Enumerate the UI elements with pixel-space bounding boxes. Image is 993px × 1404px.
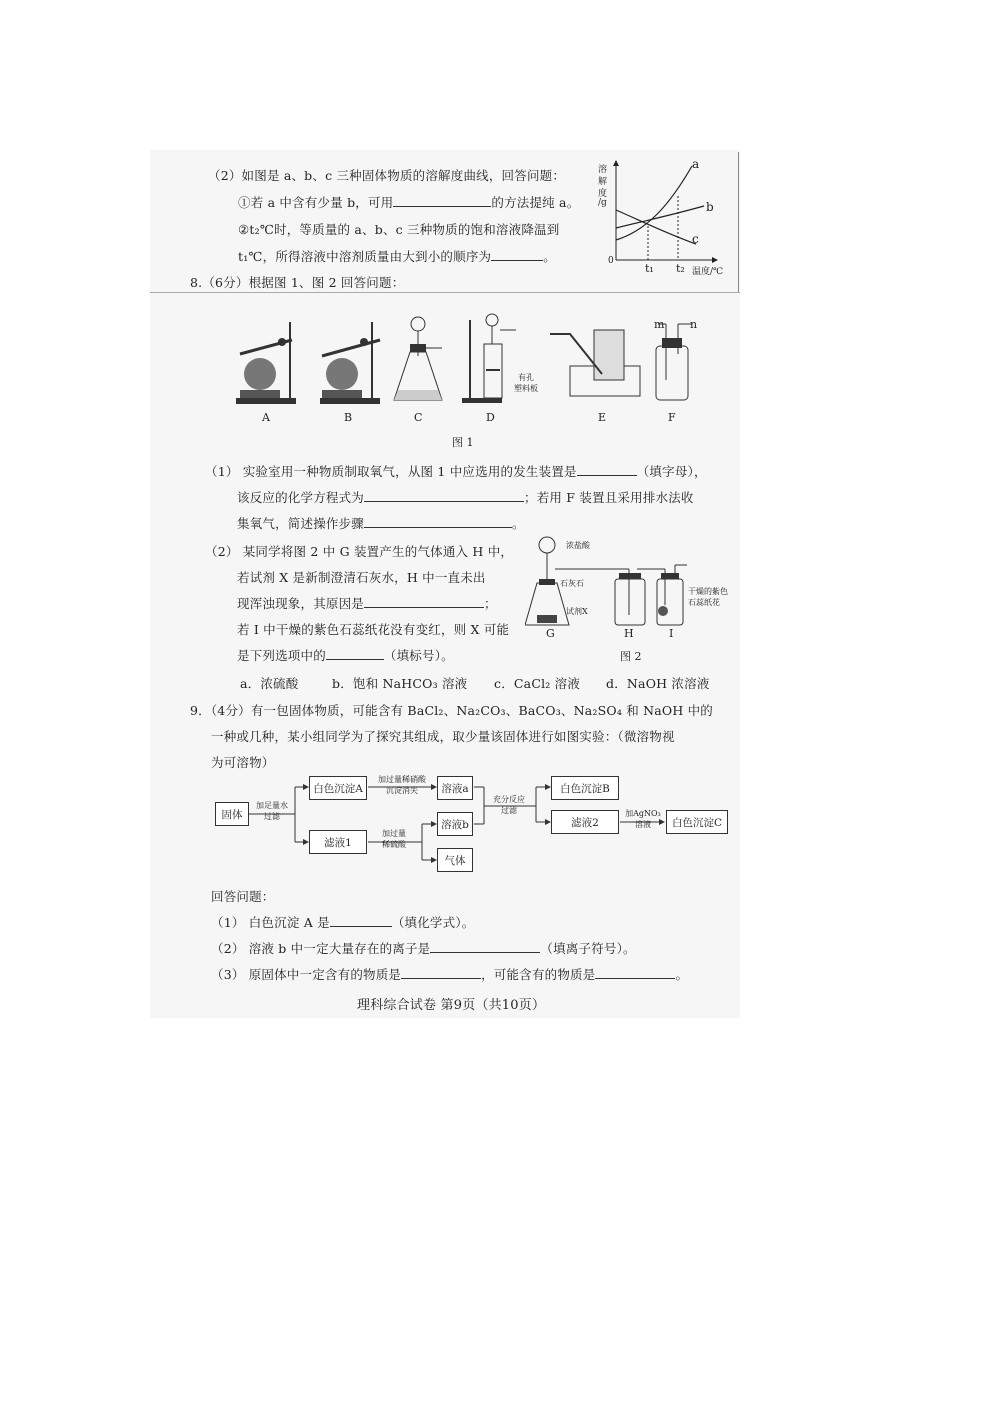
fig1-label-B: B	[344, 411, 353, 424]
graph-ylabel-3: 度	[598, 189, 608, 199]
graph-origin: 0	[608, 256, 614, 266]
flow-gas-box: 气体	[437, 848, 473, 872]
q7-part1: ①若 a 中含有少量 b，可用 的方法提纯 a。	[238, 195, 580, 210]
graph-xlabel: 温度/℃	[692, 267, 724, 277]
fig2-label-I: I	[669, 627, 674, 640]
answer-blank[interactable]	[364, 595, 484, 608]
q8-part1-line1: （1） 实验室用一种物质制取氧气，从图 1 中应选用的发生装置是 （填字母），	[205, 464, 707, 479]
curve-b-label: b	[706, 200, 714, 214]
flow-step4-note: 充分反应 过滤	[493, 795, 525, 815]
fig2-reagent-label: 试剂X	[566, 607, 588, 616]
fig2-label-G: G	[546, 627, 555, 640]
graph-axes-and-curves	[608, 160, 718, 270]
answer-blank[interactable]	[364, 515, 512, 528]
fig1-label-E: E	[598, 411, 607, 424]
graph-ylabel-2: 解	[598, 177, 608, 187]
fig2-paper-label: 干燥的紫色 石蕊纸花	[688, 587, 728, 607]
option-b: b．饱和 NaHCO₃ 溶液	[332, 676, 468, 691]
q9-answer-intro: 回答问题：	[211, 889, 275, 904]
answer-blank[interactable]	[364, 489, 524, 502]
option-c: c．CaCl₂ 溶液	[494, 676, 581, 691]
perforated-plate-note: 有孔 塑料板	[514, 373, 538, 393]
q9-title-line1: 9．（4分）有一包固体物质，可能含有 BaCl₂、Na₂CO₃、BaCO₃、Na₂SO₄ 和 NaOH 中的	[190, 703, 714, 718]
option-d: d．NaOH 浓溶液	[606, 676, 710, 691]
q7-intro: （2）如图是 a、b、c 三种固体物质的溶解度曲线，回答问题：	[208, 168, 566, 183]
fig2-label-H: H	[624, 627, 634, 640]
flow-filtrate2-box: 滤液2	[551, 810, 619, 834]
q7-part2-line1: ②t₂℃时，等质量的 a、b、c 三种物质的饱和溶液降温到	[238, 222, 560, 237]
q8-title: 8.（6分）根据图 1、图 2 回答问题：	[190, 275, 405, 290]
fig1-caption: 图 1	[452, 436, 474, 449]
q7-part2-line2: t₁℃，所得溶液中溶剂质量由大到小的顺序为 。	[238, 249, 556, 264]
fig1-label-D: D	[486, 411, 495, 424]
answer-blank[interactable]	[330, 914, 392, 927]
graph-ylabel-1: 溶	[598, 165, 608, 175]
q8-part2-line4: 若 I 中干燥的紫色石蕊纸花没有变红，则 X 可能	[237, 622, 510, 637]
flow-solid-box: 固体	[215, 802, 249, 826]
q9-part3: （3） 原固体中一定含有的物质是 ，可能含有的物质是 。	[211, 967, 689, 982]
fig2-limestone-label: 石灰石	[560, 579, 584, 588]
fig1-label-F: F	[668, 411, 676, 424]
q9-title-line2: 一种或几种，某小组同学为了探究其组成，取少量该固体进行如图实验：（微溶物视	[211, 729, 675, 744]
q8-part1-line2: 该反应的化学方程式为 ；若用 F 装置且采用排水法收	[237, 490, 694, 505]
flow-step5-note: 加AgNO₃ 溶液	[625, 809, 661, 829]
fig2-acid-label: 浓盐酸	[566, 541, 590, 550]
q8-part2-line3: 现浑浊现象，其原因是 ；	[237, 596, 497, 611]
flow-step2-note: 加过量稀硝酸 沉淀消失	[378, 775, 426, 795]
flow-sol-b-box: 溶液b	[437, 812, 473, 836]
flow-step3-note: 加过量 稀硫酸	[382, 829, 406, 849]
option-a: a．浓硫酸	[240, 676, 299, 691]
flow-sol-a-box: 溶液a	[437, 776, 473, 800]
graph-t2-label: t₂	[676, 262, 685, 275]
port-n-label: n	[690, 318, 698, 331]
port-m-label: m	[654, 318, 665, 331]
flow-filtrate1-box: 滤液1	[309, 830, 367, 854]
q9-part1: （1） 白色沉淀 A 是 （填化学式）。	[211, 915, 475, 930]
answer-blank[interactable]	[491, 248, 543, 261]
q9-part2: （2） 溶液 b 中一定大量存在的离子是 （填离子符号）。	[211, 941, 636, 956]
answer-blank[interactable]	[401, 966, 481, 979]
q9-title-line3: 为可溶物）	[211, 755, 275, 770]
graph-ylabel-4: /g	[598, 198, 607, 208]
q8-part2-line1: （2） 某同学将图 2 中 G 装置产生的气体通入 H 中，	[205, 544, 514, 559]
flow-ppt-c-box: 白色沉淀C	[666, 810, 728, 834]
fig2-caption: 图 2	[620, 650, 642, 663]
fig1-label-A: A	[262, 411, 270, 424]
divider	[150, 292, 740, 293]
flow-step1-note: 加足量水 过滤	[256, 801, 288, 821]
answer-blank[interactable]	[326, 647, 384, 660]
curve-a-label: a	[692, 157, 700, 171]
answer-blank[interactable]	[595, 966, 675, 979]
figure2-apparatus	[525, 535, 725, 635]
flow-ppt-b-box: 白色沉淀B	[551, 776, 619, 800]
answer-blank[interactable]	[430, 940, 540, 953]
answer-blank[interactable]	[577, 463, 637, 476]
page-divider	[738, 152, 739, 292]
q8-part1-line3: 集氧气，简述操作步骤 。	[237, 516, 525, 531]
flow-ppt-a-box: 白色沉淀A	[309, 776, 367, 800]
q8-part2-line5: 是下列选项中的 （填标号）。	[237, 648, 454, 663]
page-footer: 理科综合试卷 第9页（共10页）	[357, 998, 546, 1013]
graph-t1-label: t₁	[645, 262, 654, 275]
curve-c-label: c	[692, 232, 699, 246]
figure1-apparatus	[230, 310, 750, 410]
answer-blank[interactable]	[393, 194, 491, 207]
q8-part2-line2: 若试剂 X 是新制澄清石灰水，H 中一直未出	[237, 570, 486, 585]
fig1-label-C: C	[414, 411, 423, 424]
